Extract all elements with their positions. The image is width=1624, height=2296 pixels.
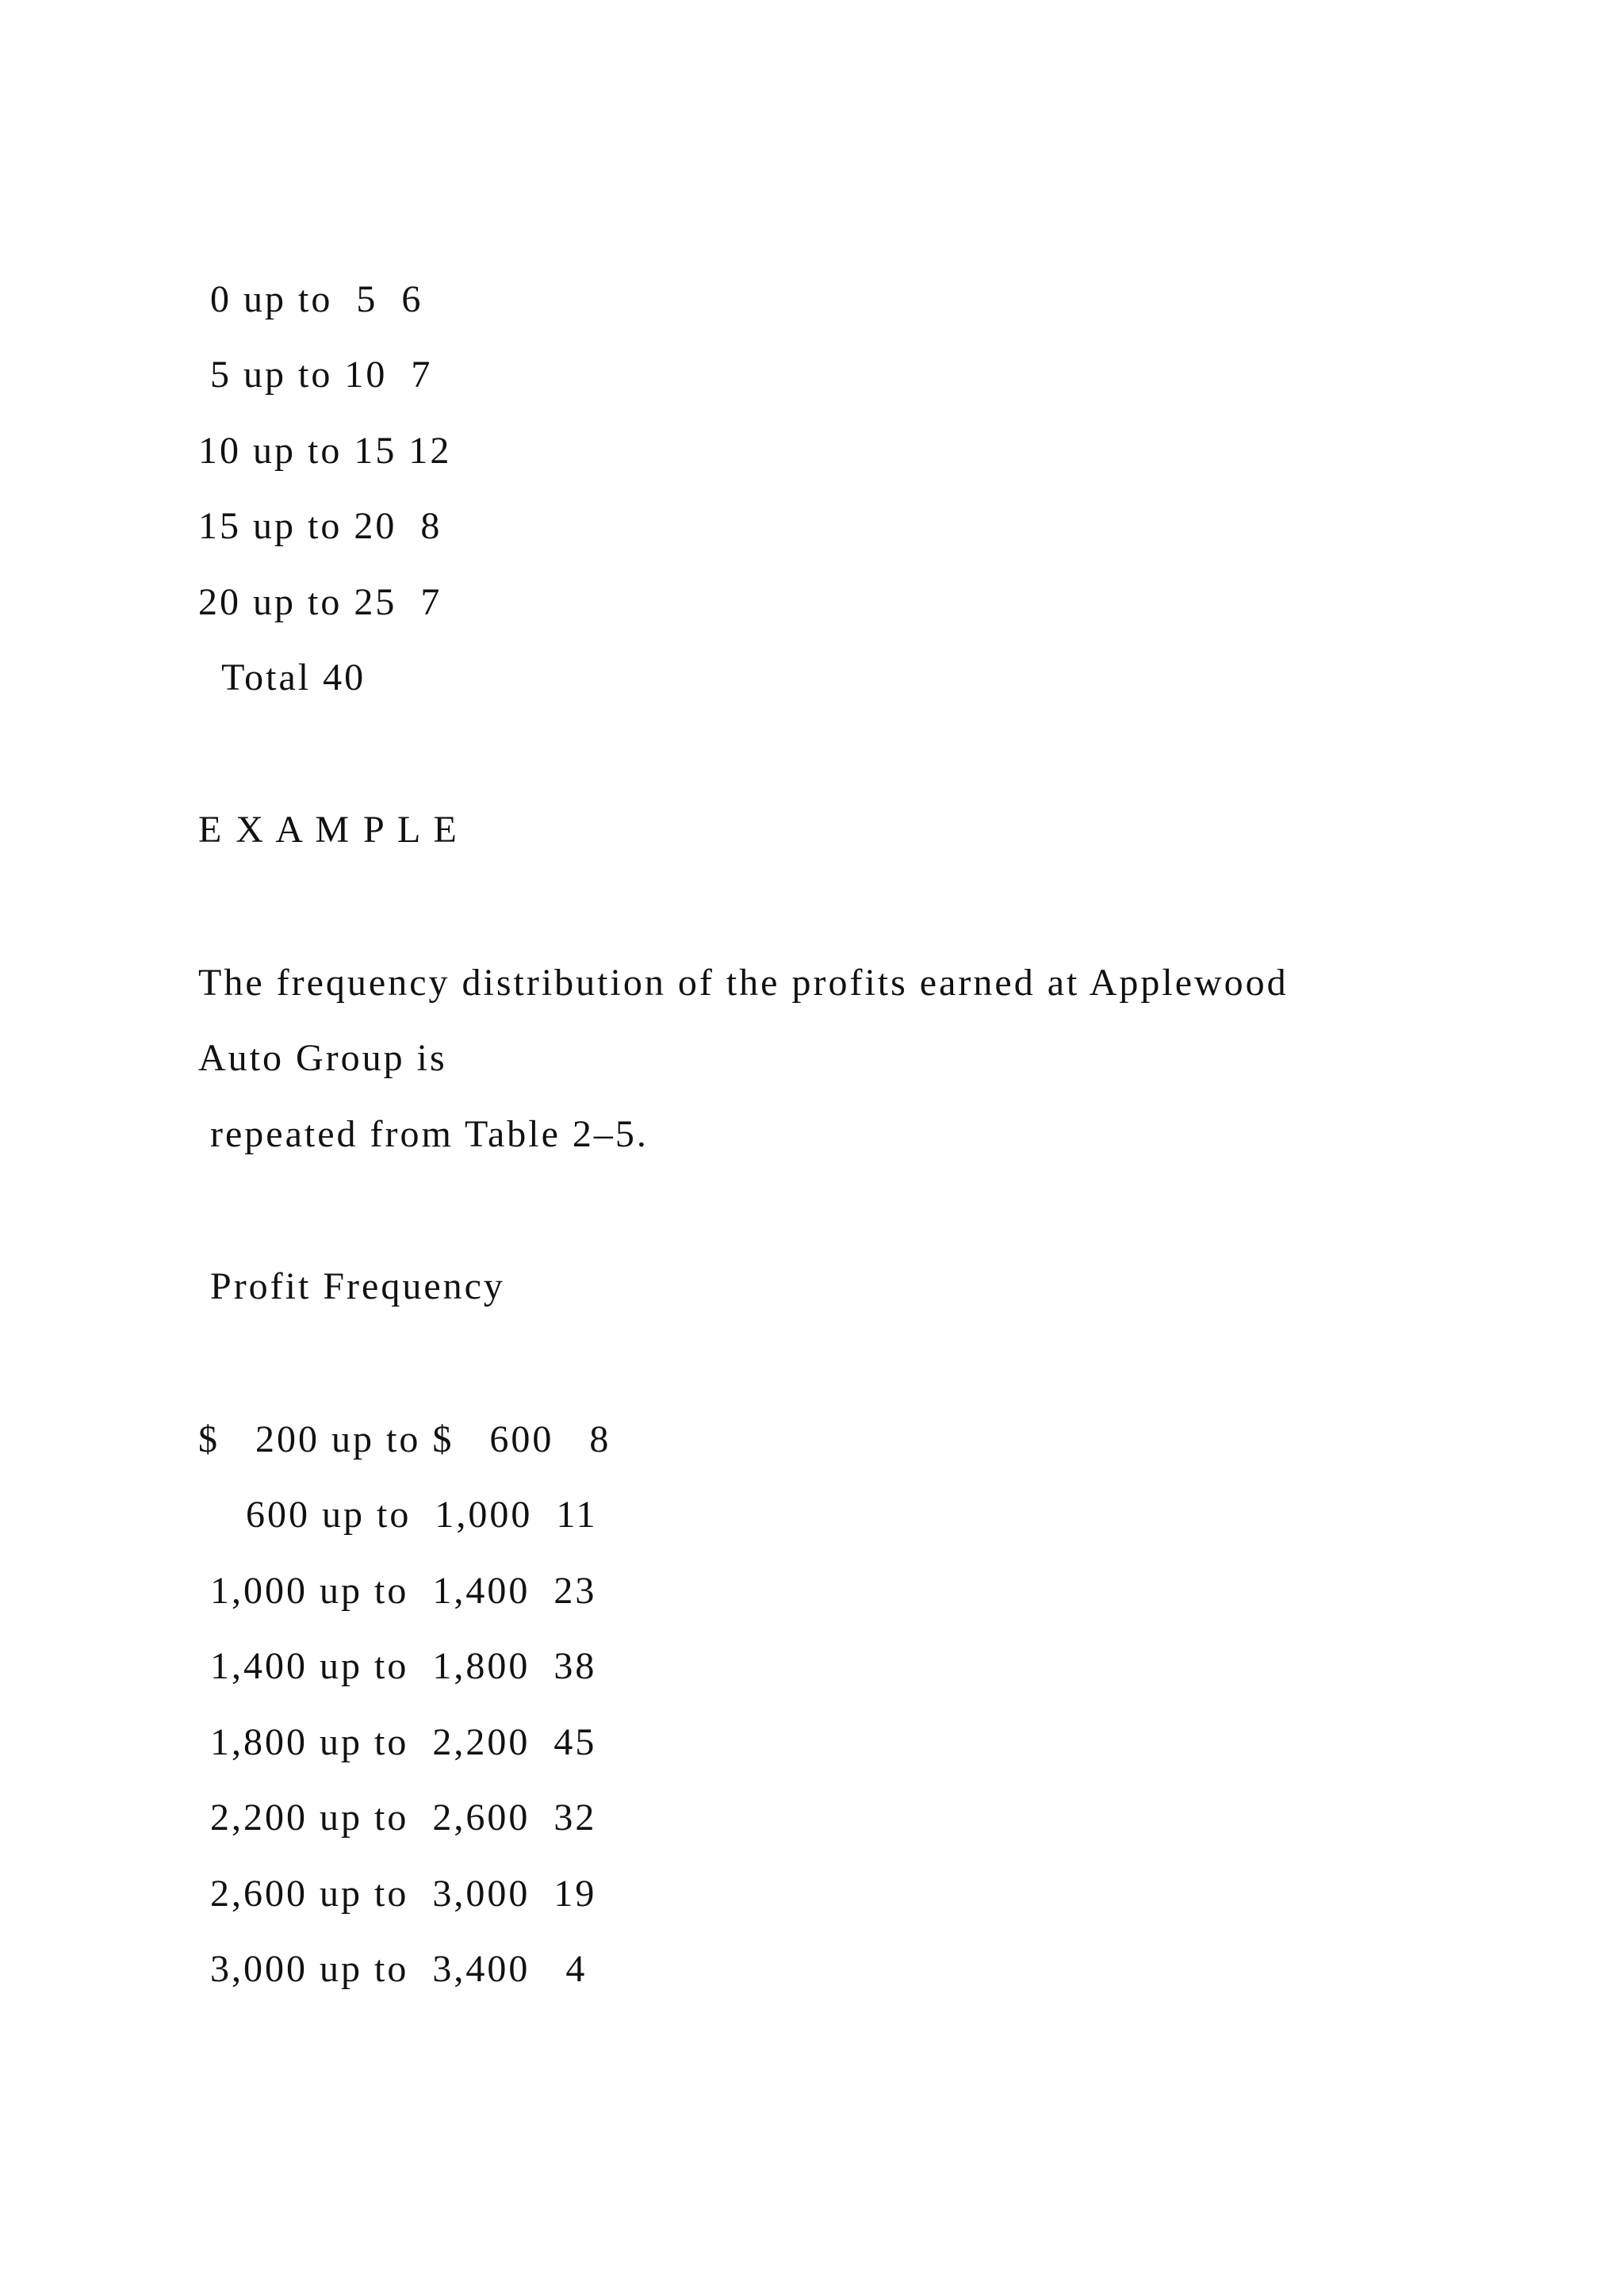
table-row: $ 200 up to $ 600 8 (198, 1418, 611, 1460)
text-line: The frequency distribution of the profits earned at Applewood (198, 962, 1289, 1004)
table-header: Profit Frequency (198, 1265, 505, 1307)
table-row: 2,600 up to 3,000 19 (198, 1873, 597, 1915)
table-row: 1,800 up to 2,200 45 (198, 1721, 597, 1763)
table-row: 3,000 up to 3,400 4 (198, 1948, 588, 1990)
text-line: Total 40 (198, 656, 366, 698)
text-line: 0 up to 5 6 (198, 278, 423, 320)
table-row: 1,400 up to 1,800 38 (198, 1645, 597, 1687)
table-row: 600 up to 1,000 11 (198, 1494, 598, 1536)
table-row: 2,200 up to 2,600 32 (198, 1797, 597, 1839)
text-line: 15 up to 20 8 (198, 505, 442, 547)
text-line: 20 up to 25 7 (198, 581, 442, 623)
text-line: repeated from Table 2–5. (198, 1113, 649, 1155)
text-line: 10 up to 15 12 (198, 430, 452, 472)
text-line: Auto Group is (198, 1037, 447, 1079)
section-heading: E X A M P L E (198, 809, 459, 851)
text-line: 5 up to 10 7 (198, 354, 433, 396)
table-row: 1,000 up to 1,400 23 (198, 1570, 597, 1612)
